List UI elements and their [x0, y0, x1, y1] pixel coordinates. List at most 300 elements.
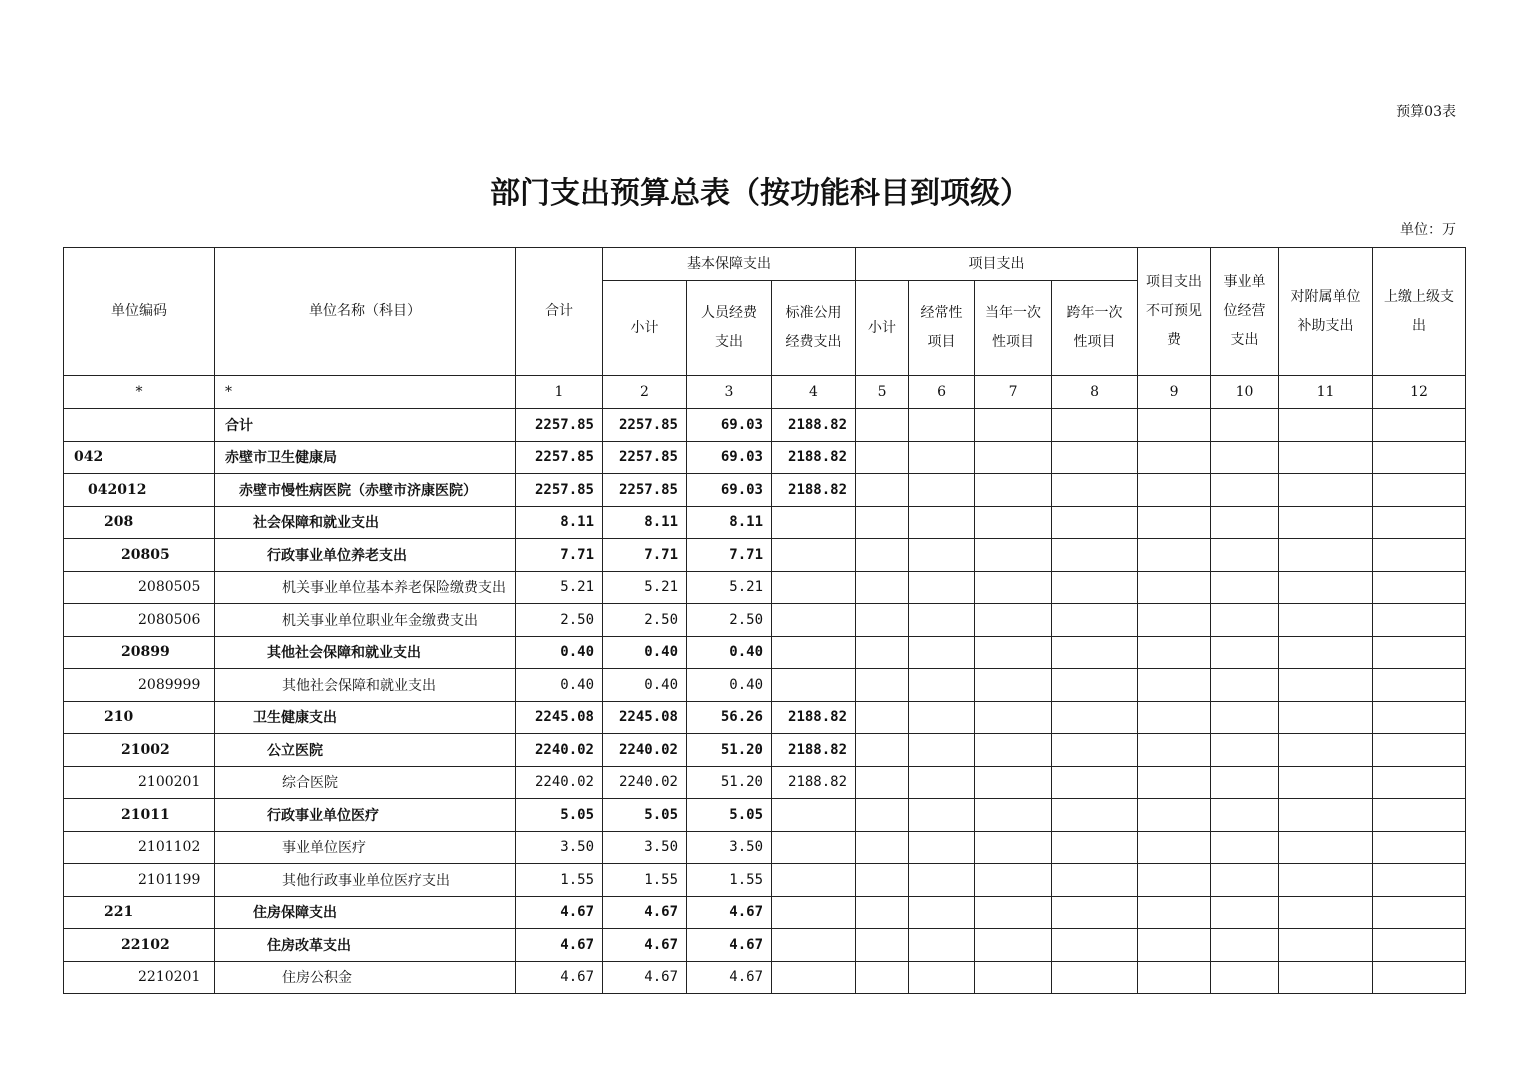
row-empty-cell — [1138, 604, 1211, 637]
index-cell: 11 — [1279, 376, 1373, 409]
header-subsidy: 对附属单位补助支出 — [1279, 248, 1373, 376]
row-empty-cell — [1211, 831, 1279, 864]
row-empty-cell — [1211, 961, 1279, 994]
row-name: 其他社会保障和就业支出 — [215, 636, 516, 669]
header-project-group: 项目支出 — [856, 248, 1138, 281]
row-code: 21002 — [64, 734, 215, 767]
row-code: 2101102 — [64, 831, 215, 864]
row-empty-cell — [1138, 896, 1211, 929]
row-empty-cell — [1052, 506, 1138, 539]
index-cell: 10 — [1211, 376, 1279, 409]
row-personnel: 56.26 — [687, 701, 772, 734]
row-total: 2257.85 — [516, 474, 603, 507]
row-empty-cell — [1373, 636, 1466, 669]
row-empty-cell — [1052, 571, 1138, 604]
row-code: 2080505 — [64, 571, 215, 604]
index-cell: 6 — [909, 376, 975, 409]
row-empty-cell — [909, 864, 975, 897]
row-code: 221 — [64, 896, 215, 929]
row-total: 0.40 — [516, 669, 603, 702]
header-one-time-current: 当年一次性项目 — [975, 281, 1052, 376]
row-personnel: 51.20 — [687, 766, 772, 799]
row-code: 21011 — [64, 799, 215, 832]
row-total: 5.21 — [516, 571, 603, 604]
row-public — [772, 604, 856, 637]
row-public: 2188.82 — [772, 474, 856, 507]
row-total: 4.67 — [516, 896, 603, 929]
row-empty-cell — [975, 571, 1052, 604]
table-row — [64, 409, 1466, 442]
row-basic-subtotal: 0.40 — [603, 669, 687, 702]
row-empty-cell — [856, 669, 909, 702]
row-code: 20805 — [64, 539, 215, 572]
row-empty-cell — [1373, 929, 1466, 962]
row-empty-cell — [856, 539, 909, 572]
row-empty-cell — [1052, 961, 1138, 994]
row-empty-cell — [1211, 571, 1279, 604]
row-empty-cell — [1138, 961, 1211, 994]
row-empty-cell — [909, 474, 975, 507]
row-empty-cell — [1211, 506, 1279, 539]
row-empty-cell — [975, 636, 1052, 669]
row-empty-cell — [856, 896, 909, 929]
row-empty-cell — [1279, 831, 1373, 864]
row-empty-cell — [975, 831, 1052, 864]
row-total: 5.05 — [516, 799, 603, 832]
row-personnel: 4.67 — [687, 961, 772, 994]
row-empty-cell — [1138, 929, 1211, 962]
row-empty-cell — [1373, 961, 1466, 994]
row-name: 机关事业单位基本养老保险缴费支出 — [215, 571, 516, 604]
row-empty-cell — [856, 799, 909, 832]
row-empty-cell — [1279, 701, 1373, 734]
table-row — [64, 669, 1466, 702]
row-public — [772, 961, 856, 994]
row-empty-cell — [1279, 799, 1373, 832]
row-empty-cell — [1052, 441, 1138, 474]
table-row — [64, 701, 1466, 734]
table-row — [64, 604, 1466, 637]
row-basic-subtotal: 2245.08 — [603, 701, 687, 734]
row-empty-cell — [909, 506, 975, 539]
row-name: 机关事业单位职业年金缴费支出 — [215, 604, 516, 637]
row-empty-cell — [1138, 864, 1211, 897]
row-empty-cell — [909, 896, 975, 929]
row-empty-cell — [975, 539, 1052, 572]
header-personnel: 人员经费支出 — [687, 281, 772, 376]
row-empty-cell — [1211, 896, 1279, 929]
unit-label: 单位：万 — [1400, 222, 1456, 238]
header-one-time-cross: 跨年一次性项目 — [1052, 281, 1138, 376]
row-empty-cell — [1373, 799, 1466, 832]
index-cell: 3 — [687, 376, 772, 409]
row-empty-cell — [1373, 409, 1466, 442]
row-total: 2240.02 — [516, 734, 603, 767]
row-empty-cell — [909, 636, 975, 669]
row-empty-cell — [1211, 799, 1279, 832]
row-public — [772, 929, 856, 962]
row-personnel: 0.40 — [687, 669, 772, 702]
row-empty-cell — [1052, 539, 1138, 572]
row-empty-cell — [1052, 799, 1138, 832]
header-total: 合计 — [516, 248, 603, 376]
row-empty-cell — [975, 669, 1052, 702]
row-public — [772, 506, 856, 539]
row-empty-cell — [1279, 864, 1373, 897]
header-recurring: 经常性项目 — [909, 281, 975, 376]
row-empty-cell — [1373, 604, 1466, 637]
row-personnel: 8.11 — [687, 506, 772, 539]
row-empty-cell — [1052, 766, 1138, 799]
row-code: 2089999 — [64, 669, 215, 702]
row-code: 2100201 — [64, 766, 215, 799]
row-empty-cell — [1138, 474, 1211, 507]
row-empty-cell — [1138, 441, 1211, 474]
row-name: 合计 — [215, 409, 516, 442]
row-public: 2188.82 — [772, 766, 856, 799]
row-name: 其他社会保障和就业支出 — [215, 669, 516, 702]
row-basic-subtotal: 2257.85 — [603, 409, 687, 442]
row-public — [772, 896, 856, 929]
row-personnel: 5.05 — [687, 799, 772, 832]
row-total: 2257.85 — [516, 409, 603, 442]
row-code: 20899 — [64, 636, 215, 669]
row-empty-cell — [1138, 701, 1211, 734]
row-public — [772, 571, 856, 604]
row-personnel: 3.50 — [687, 831, 772, 864]
row-code: 22102 — [64, 929, 215, 962]
row-empty-cell — [975, 701, 1052, 734]
index-cell: 2 — [603, 376, 687, 409]
row-empty-cell — [1052, 409, 1138, 442]
row-basic-subtotal: 2257.85 — [603, 441, 687, 474]
row-personnel: 0.40 — [687, 636, 772, 669]
row-personnel: 7.71 — [687, 539, 772, 572]
row-name: 综合医院 — [215, 766, 516, 799]
row-empty-cell — [909, 669, 975, 702]
row-code: 042 — [64, 441, 215, 474]
row-empty-cell — [1138, 636, 1211, 669]
row-empty-cell — [1211, 929, 1279, 962]
row-personnel: 1.55 — [687, 864, 772, 897]
row-total: 3.50 — [516, 831, 603, 864]
row-basic-subtotal: 5.21 — [603, 571, 687, 604]
row-total: 1.55 — [516, 864, 603, 897]
row-total: 2245.08 — [516, 701, 603, 734]
row-personnel: 2.50 — [687, 604, 772, 637]
row-public — [772, 799, 856, 832]
row-empty-cell — [1373, 701, 1466, 734]
row-name: 住房改革支出 — [215, 929, 516, 962]
row-total: 4.67 — [516, 929, 603, 962]
row-empty-cell — [909, 961, 975, 994]
table-row — [64, 799, 1466, 832]
row-public — [772, 539, 856, 572]
row-name: 行政事业单位医疗 — [215, 799, 516, 832]
table-row — [64, 636, 1466, 669]
row-public — [772, 831, 856, 864]
row-empty-cell — [1052, 929, 1138, 962]
row-empty-cell — [856, 604, 909, 637]
budget-table — [63, 247, 1466, 994]
row-total: 2.50 — [516, 604, 603, 637]
row-basic-subtotal: 8.11 — [603, 506, 687, 539]
row-empty-cell — [1279, 896, 1373, 929]
row-empty-cell — [909, 929, 975, 962]
row-empty-cell — [1373, 571, 1466, 604]
row-empty-cell — [1279, 929, 1373, 962]
index-cell: 8 — [1052, 376, 1138, 409]
row-empty-cell — [975, 409, 1052, 442]
row-empty-cell — [856, 929, 909, 962]
row-empty-cell — [1373, 539, 1466, 572]
row-empty-cell — [856, 961, 909, 994]
row-empty-cell — [1373, 734, 1466, 767]
table-row — [64, 571, 1466, 604]
row-empty-cell — [1138, 506, 1211, 539]
index-cell: 5 — [856, 376, 909, 409]
row-personnel: 69.03 — [687, 409, 772, 442]
row-empty-cell — [975, 896, 1052, 929]
table-row — [64, 734, 1466, 767]
row-empty-cell — [909, 831, 975, 864]
table-row — [64, 441, 1466, 474]
row-basic-subtotal: 2240.02 — [603, 766, 687, 799]
row-public: 2188.82 — [772, 409, 856, 442]
row-public — [772, 636, 856, 669]
header-business: 事业单位经营支出 — [1211, 248, 1279, 376]
row-empty-cell — [1052, 636, 1138, 669]
row-empty-cell — [1373, 896, 1466, 929]
row-basic-subtotal: 4.67 — [603, 896, 687, 929]
row-public — [772, 864, 856, 897]
row-empty-cell — [975, 441, 1052, 474]
row-empty-cell — [975, 766, 1052, 799]
row-empty-cell — [1052, 864, 1138, 897]
row-empty-cell — [1279, 766, 1373, 799]
row-empty-cell — [1373, 669, 1466, 702]
row-code: 208 — [64, 506, 215, 539]
index-cell: 9 — [1138, 376, 1211, 409]
table-row — [64, 831, 1466, 864]
row-empty-cell — [1211, 539, 1279, 572]
row-name: 社会保障和就业支出 — [215, 506, 516, 539]
row-empty-cell — [909, 701, 975, 734]
row-empty-cell — [975, 734, 1052, 767]
row-name: 行政事业单位养老支出 — [215, 539, 516, 572]
index-cell: 1 — [516, 376, 603, 409]
row-empty-cell — [1211, 864, 1279, 897]
row-total: 2257.85 — [516, 441, 603, 474]
row-code: 2101199 — [64, 864, 215, 897]
row-empty-cell — [1138, 571, 1211, 604]
table-row — [64, 766, 1466, 799]
table-row — [64, 506, 1466, 539]
row-empty-cell — [1211, 734, 1279, 767]
row-empty-cell — [1052, 474, 1138, 507]
table-row — [64, 539, 1466, 572]
row-code: 2080506 — [64, 604, 215, 637]
row-public: 2188.82 — [772, 734, 856, 767]
row-empty-cell — [1138, 734, 1211, 767]
row-empty-cell — [1211, 474, 1279, 507]
row-code: 210 — [64, 701, 215, 734]
row-basic-subtotal: 4.67 — [603, 961, 687, 994]
row-empty-cell — [1138, 409, 1211, 442]
row-empty-cell — [1138, 831, 1211, 864]
row-empty-cell — [856, 474, 909, 507]
header-code: 单位编码 — [64, 248, 215, 376]
row-code: 042012 — [64, 474, 215, 507]
row-empty-cell — [1211, 441, 1279, 474]
row-name: 住房保障支出 — [215, 896, 516, 929]
row-public: 2188.82 — [772, 441, 856, 474]
row-personnel: 69.03 — [687, 441, 772, 474]
row-empty-cell — [909, 409, 975, 442]
row-empty-cell — [1138, 766, 1211, 799]
row-personnel: 4.67 — [687, 896, 772, 929]
row-empty-cell — [1052, 896, 1138, 929]
row-basic-subtotal: 1.55 — [603, 864, 687, 897]
row-empty-cell — [1052, 831, 1138, 864]
row-empty-cell — [856, 831, 909, 864]
row-name: 住房公积金 — [215, 961, 516, 994]
row-empty-cell — [975, 506, 1052, 539]
row-empty-cell — [1211, 669, 1279, 702]
row-empty-cell — [856, 734, 909, 767]
row-empty-cell — [1279, 506, 1373, 539]
row-empty-cell — [1279, 409, 1373, 442]
row-basic-subtotal: 0.40 — [603, 636, 687, 669]
row-empty-cell — [1052, 701, 1138, 734]
form-number: 预算03表 — [1396, 104, 1456, 120]
row-basic-subtotal: 2.50 — [603, 604, 687, 637]
row-total: 8.11 — [516, 506, 603, 539]
row-basic-subtotal: 2257.85 — [603, 474, 687, 507]
row-empty-cell — [1211, 409, 1279, 442]
row-empty-cell — [1373, 441, 1466, 474]
row-empty-cell — [909, 441, 975, 474]
row-empty-cell — [856, 766, 909, 799]
index-cell: * — [64, 376, 215, 409]
index-cell: 7 — [975, 376, 1052, 409]
row-name: 事业单位医疗 — [215, 831, 516, 864]
row-name: 赤壁市卫生健康局 — [215, 441, 516, 474]
row-empty-cell — [1279, 604, 1373, 637]
row-empty-cell — [1052, 604, 1138, 637]
table-row — [64, 896, 1466, 929]
row-empty-cell — [1279, 474, 1373, 507]
row-empty-cell — [1373, 831, 1466, 864]
header-public: 标准公用经费支出 — [772, 281, 856, 376]
row-empty-cell — [1279, 441, 1373, 474]
row-empty-cell — [856, 506, 909, 539]
row-personnel: 69.03 — [687, 474, 772, 507]
row-empty-cell — [909, 734, 975, 767]
row-empty-cell — [1279, 961, 1373, 994]
row-empty-cell — [856, 571, 909, 604]
header-project-subtotal: 小计 — [856, 281, 909, 376]
row-empty-cell — [1279, 571, 1373, 604]
row-total: 4.67 — [516, 961, 603, 994]
table-row — [64, 961, 1466, 994]
row-personnel: 5.21 — [687, 571, 772, 604]
row-empty-cell — [1279, 539, 1373, 572]
row-empty-cell — [856, 701, 909, 734]
row-personnel: 51.20 — [687, 734, 772, 767]
header-unforeseen: 项目支出不可预见费 — [1138, 248, 1211, 376]
row-empty-cell — [1373, 864, 1466, 897]
row-empty-cell — [909, 604, 975, 637]
row-empty-cell — [1279, 669, 1373, 702]
row-empty-cell — [975, 474, 1052, 507]
row-total: 2240.02 — [516, 766, 603, 799]
row-empty-cell — [856, 636, 909, 669]
row-empty-cell — [1373, 506, 1466, 539]
header-name: 单位名称（科目） — [215, 248, 516, 376]
row-empty-cell — [856, 441, 909, 474]
row-empty-cell — [1373, 474, 1466, 507]
row-code — [64, 409, 215, 442]
index-cell: * — [215, 376, 516, 409]
row-empty-cell — [975, 604, 1052, 637]
row-empty-cell — [1279, 636, 1373, 669]
row-empty-cell — [1279, 734, 1373, 767]
row-basic-subtotal: 3.50 — [603, 831, 687, 864]
header-basic-subtotal: 小计 — [603, 281, 687, 376]
table-row — [64, 864, 1466, 897]
row-empty-cell — [1052, 669, 1138, 702]
row-empty-cell — [909, 766, 975, 799]
page-title: 部门支出预算总表（按功能科目到项级） — [490, 176, 1030, 211]
row-basic-subtotal: 4.67 — [603, 929, 687, 962]
row-total: 0.40 — [516, 636, 603, 669]
row-empty-cell — [1373, 766, 1466, 799]
table-row — [64, 474, 1466, 507]
row-empty-cell — [1211, 604, 1279, 637]
header-remit: 上缴上级支出 — [1373, 248, 1466, 376]
row-empty-cell — [1052, 734, 1138, 767]
row-name: 其他行政事业单位医疗支出 — [215, 864, 516, 897]
row-empty-cell — [975, 864, 1052, 897]
row-code: 2210201 — [64, 961, 215, 994]
table-row — [64, 929, 1466, 962]
row-empty-cell — [909, 571, 975, 604]
row-empty-cell — [856, 409, 909, 442]
row-personnel: 4.67 — [687, 929, 772, 962]
row-empty-cell — [1138, 669, 1211, 702]
row-public — [772, 669, 856, 702]
row-public: 2188.82 — [772, 701, 856, 734]
row-empty-cell — [1211, 766, 1279, 799]
row-empty-cell — [909, 799, 975, 832]
row-basic-subtotal: 5.05 — [603, 799, 687, 832]
row-basic-subtotal: 2240.02 — [603, 734, 687, 767]
row-basic-subtotal: 7.71 — [603, 539, 687, 572]
row-name: 卫生健康支出 — [215, 701, 516, 734]
row-empty-cell — [975, 929, 1052, 962]
row-empty-cell — [975, 961, 1052, 994]
row-empty-cell — [909, 539, 975, 572]
index-cell: 12 — [1373, 376, 1466, 409]
header-basic-group: 基本保障支出 — [603, 248, 856, 281]
row-empty-cell — [1211, 701, 1279, 734]
index-row — [64, 376, 1466, 409]
row-empty-cell — [1211, 636, 1279, 669]
row-empty-cell — [856, 864, 909, 897]
row-total: 7.71 — [516, 539, 603, 572]
row-name: 赤壁市慢性病医院（赤壁市济康医院） — [215, 474, 516, 507]
